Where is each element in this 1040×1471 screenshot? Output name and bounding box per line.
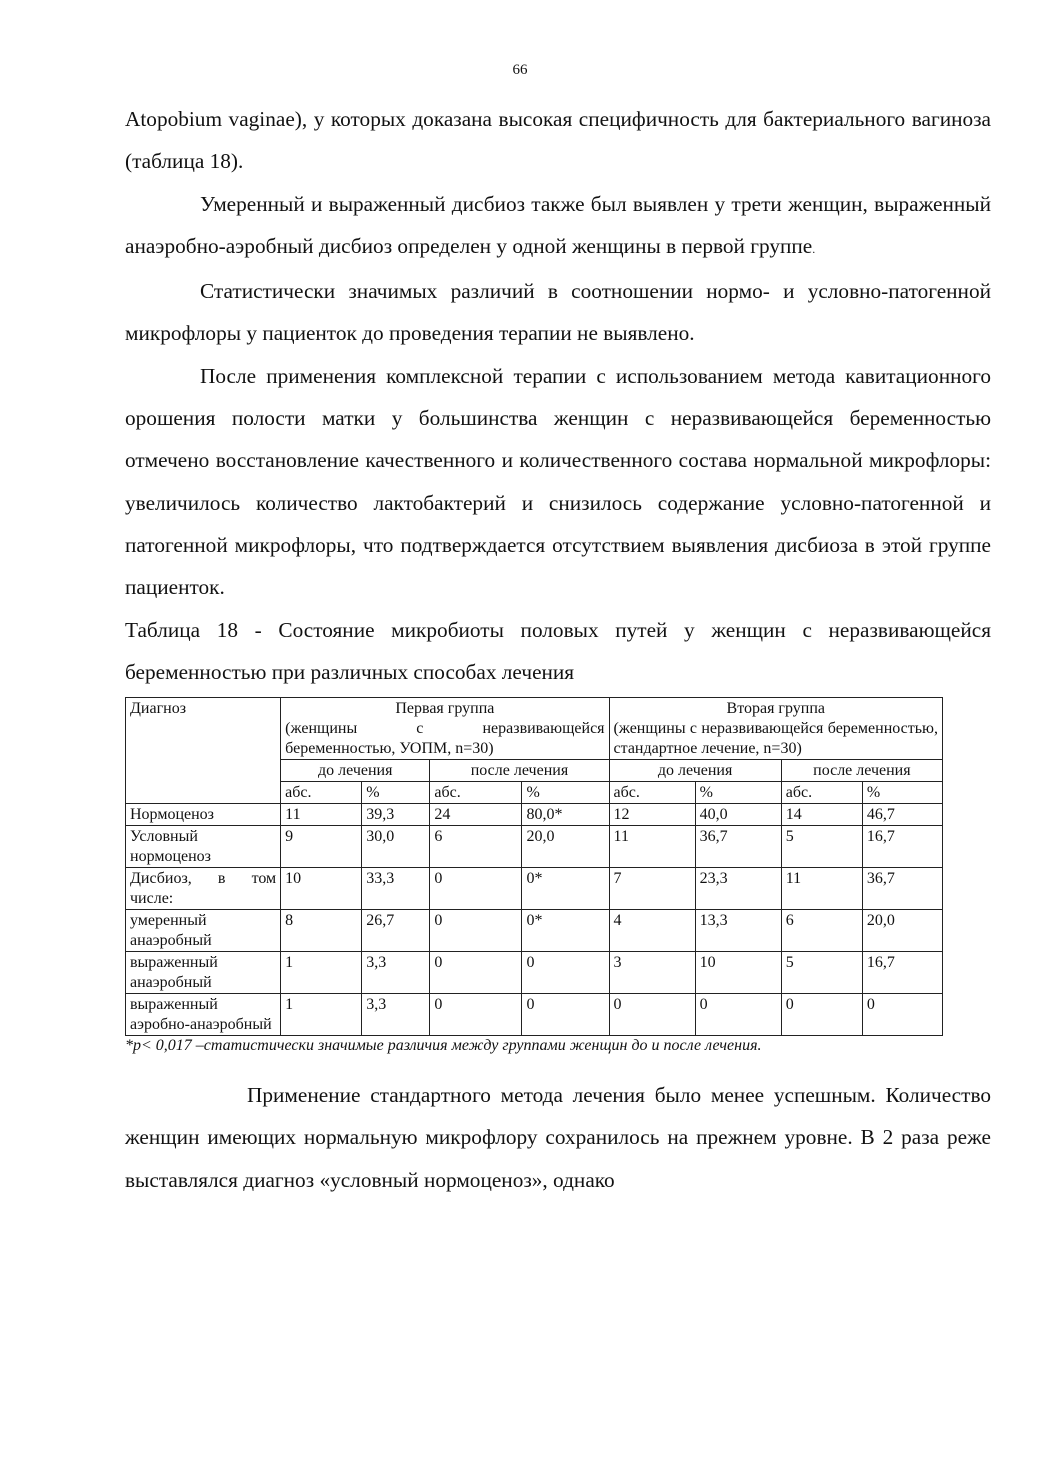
row-label: выраженный аэробно-анаэробный [126,994,281,1036]
table-cell: 0 [430,952,522,994]
table-cell: 0 [522,952,609,994]
table-cell: 0 [522,994,609,1036]
table-cell: 16,7 [862,826,942,868]
table-row-conditional-normocenosis [126,826,943,868]
paragraph-4: После применения комплексной терапии с использованием метода кавитационного орошения полости матки у большинства женщин с неразвивающейся беременностью отмечено восстановление качественного и количественного состава нормальной микрофлоры: увеличилось количество лактобактерий и снизилось содержание условно-патогенной и патогенной микрофлоры, что подтверждается отсутствием выявления дисбиоза в этой группе пациенток. [125,363,991,600]
unit-pct: % [522,782,609,804]
table-cell: 26,7 [362,910,430,952]
row-label: Нормоценоз [126,804,281,826]
table-cell: 1 [281,994,362,1036]
page-content [125,98,991,1201]
table-row-moderate-anaerobic [126,910,943,952]
table-cell: 33,3 [362,868,430,910]
row-label: выраженный анаэробный [126,952,281,994]
unit-pct: % [862,782,942,804]
paragraph-5: Применение стандартного метода лечения было менее успешным. Количество женщин имеющих нормальную микрофлору сохранилось на прежнем уровне. В 2 раза реже выставлялся диагноз «условный нормоценоз», однако [125,1083,991,1192]
g2-after-header: после лечения [781,760,942,782]
group1-header [281,698,609,760]
group2-title: Вторая группа [726,700,826,718]
table-cell: 7 [609,868,695,910]
g1-after-header: после лечения [430,760,609,782]
table-cell: 8 [281,910,362,952]
table-cell: 4 [609,910,695,952]
table-cell: 5 [781,826,862,868]
table-cell: 0* [522,868,609,910]
table-cell: 24 [430,804,522,826]
row-label: Дисбиоз, в том числе: [126,868,281,910]
table-cell: 0 [430,868,522,910]
diagnosis-header: Диагноз [126,698,281,804]
table-cell: 6 [430,826,522,868]
table-row-normocenosis [126,804,943,826]
table-cell: 1 [281,952,362,994]
table-cell: 11 [781,868,862,910]
table-cell: 5 [781,952,862,994]
unit-abs: абс. [430,782,522,804]
table-cell: 10 [695,952,781,994]
table-cell: 3 [609,952,695,994]
table-row-severe-aerobic-anaerobic [126,994,943,1036]
table-cell: 12 [609,804,695,826]
paragraph-1: Atopobium vaginae), у которых доказана высокая специфичность для бактериального вагиноза (таблица 18). [125,107,991,174]
table-cell: 0* [522,910,609,952]
table-cell: 13,3 [695,910,781,952]
table-cell: 6 [781,910,862,952]
table-cell: 36,7 [862,868,942,910]
unit-abs: абс. [609,782,695,804]
table-row-dysbiosis [126,868,943,910]
table-row-severe-anaerobic [126,952,943,994]
table-cell: 20,0 [862,910,942,952]
table-cell: 36,7 [695,826,781,868]
table-cell: 3,3 [362,952,430,994]
group1-desc: (женщины с неразвивающейся беременностью, УОПМ, n=30) [285,720,605,758]
table-cell: 0 [781,994,862,1036]
table-cell: 0 [430,910,522,952]
page-number: 66 [512,62,528,78]
table-cell: 0 [609,994,695,1036]
table-cell: 39,3 [362,804,430,826]
group2-desc: (женщины с неразвивающейся беременностью, стандартное лечение, n=30) [613,720,938,758]
table-footnote: *р< 0,017 –статистически значимые различия между группами женщин до и после лечения. [125,1037,762,1055]
table-cell: 9 [281,826,362,868]
table-header-row-groups [126,698,943,760]
table-cell: 11 [609,826,695,868]
table-cell: 11 [281,804,362,826]
microbiota-table [125,697,943,1036]
paragraph-2-text: Умеренный и выраженный дисбиоз также был выявлен у трети женщин, выраженный анаэробно-аэробный дисбиоз определен у одной женщины в первой группе [125,191,991,258]
unit-abs: абс. [781,782,862,804]
table-cell: 46,7 [862,804,942,826]
paragraph-3: Статистически значимых различий в соотношении нормо- и условно-патогенной микрофлоры у пациенток до проведения терапии не выявлено. [125,279,991,346]
table-cell: 23,3 [695,868,781,910]
table-cell: 0 [695,994,781,1036]
g1-before-header: до лечения [281,760,430,782]
row-label: Условный нормоценоз [126,826,281,868]
table-cell: 14 [781,804,862,826]
table-cell: 10 [281,868,362,910]
table-cell: 80,0* [522,804,609,826]
unit-abs: абс. [281,782,362,804]
group1-title: Первая группа [395,700,495,718]
unit-pct: % [695,782,781,804]
paragraph-2 [125,183,991,271]
g2-before-header: до лечения [609,760,781,782]
group2-header [609,698,942,760]
table-cell: 16,7 [862,952,942,994]
row-label: умеренный анаэробный [126,910,281,952]
table-cell: 3,3 [362,994,430,1036]
paragraph-2-period: . [812,241,816,256]
table-cell: 0 [862,994,942,1036]
table-cell: 40,0 [695,804,781,826]
table-caption: Таблица 18 - Состояние микробиоты половых путей у женщин с неразвивающейся беременностью при различных способах лечения [125,617,991,684]
table-cell: 20,0 [522,826,609,868]
unit-pct: % [362,782,430,804]
table-cell: 30,0 [362,826,430,868]
table-cell: 0 [430,994,522,1036]
